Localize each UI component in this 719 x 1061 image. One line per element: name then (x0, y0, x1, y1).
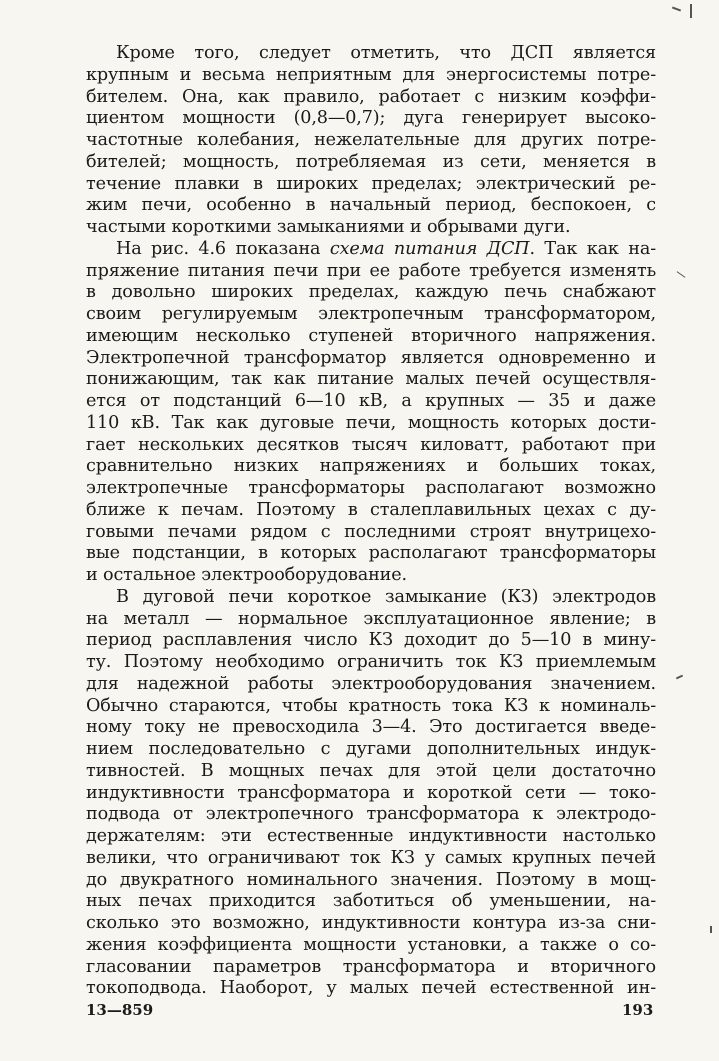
text-line: и остальное электрооборудование. (86, 565, 407, 585)
text-line: нием последовательно с дугами дополнительных индук- (86, 739, 656, 759)
text-line: сравнительно низких напряжениях и больших токах, (86, 456, 656, 477)
paragraph-1 (86, 43, 656, 239)
text-line: ется от подстанций 6—10 кВ, а крупных — 35 и даже (86, 391, 656, 411)
scan-speck (677, 271, 686, 278)
text-line: В дуговой печи короткое замыкание (КЗ) электродов (116, 586, 656, 607)
text-line: гласовании параметров трансформатора и вторичного (86, 956, 656, 977)
text-line: Обычно стараются, чтобы кратность тока КЗ к номиналь- (86, 695, 656, 716)
text-line: течение плавки в широких пределах; электрический ре- (86, 173, 656, 194)
text-line: бителем. Она, как правило, работает с низким коэффи- (86, 86, 656, 107)
text-line: вые подстанции, в которых располагают трансформаторы (86, 543, 656, 564)
text-line: имеющим несколько ступеней вторичного напряжения. (86, 325, 656, 346)
text-line: говыми печами рядом с последними строят внутрицехо- (86, 521, 656, 542)
scan-speck (676, 675, 683, 680)
text-line: для надежной работы электрооборудования значением. (86, 673, 656, 694)
text-line: держателям: эти естественные индуктивности настолько (86, 826, 656, 846)
text-line: велики, что ограничивают ток КЗ у самых крупных печей (86, 847, 656, 868)
text-line: индуктивности трансформатора и короткой сети — токо- (86, 782, 656, 803)
text-line: понижающим, так как питание малых печей осуществля- (86, 369, 656, 390)
page-body (86, 43, 656, 1000)
text-line: гает нескольких десятков тысяч киловатт, работают при (86, 434, 656, 455)
text-line: частотные колебания, нежелательные для других потре- (86, 130, 656, 150)
scan-speck (672, 7, 681, 12)
text-line: сколько это возможно, индуктивности контура из-за сни- (86, 913, 656, 933)
text-line: ближе к печам. Поэтому в сталеплавильных цехах с ду- (86, 499, 656, 520)
text-line: ных печах приходится заботиться об уменьшении, на- (86, 891, 656, 912)
text-line: подвода от электропечного трансформатора к электродо- (86, 804, 656, 825)
scan-speck (690, 4, 692, 18)
text-line: токоподвода. Наоборот, у малых печей естественной ин- (86, 978, 656, 999)
text-line: ту. Поэтому необходимо ограничить ток КЗ приемлемым (86, 652, 656, 672)
paragraph-2 (86, 239, 656, 587)
text-line: до двукратного номинального значения. Поэтому в мощ- (86, 869, 656, 890)
text-line: ному току не превосходила 3—4. Это достигается введе- (86, 717, 656, 738)
text-line: Электропечной трансформатор является одновременно и (86, 347, 656, 368)
scan-speck (710, 926, 712, 933)
text-line: циентом мощности (0,8—0,7); дуга генерирует высоко- (86, 108, 656, 129)
text-line: электропечные трансформаторы располагают возможно (86, 478, 656, 498)
printer-signature: 13—859 (86, 1001, 154, 1019)
text-line-with-italic: На рис. 4.6 показана схема питания ДСП. Так как на- (116, 238, 656, 259)
text-line: бителей; мощность, потребляемая из сети, меняется в (86, 151, 656, 172)
text-line: частыми короткими замыканиями и обрывами дуги. (86, 217, 571, 237)
text-line: своим регулируемым электропечным трансформатором, (86, 304, 656, 324)
text-line: на металл — нормальное эксплуатационное явление; в (86, 608, 656, 629)
text-line: в довольно широких пределах, каждую печь снабжают (86, 282, 656, 303)
text-line: Кроме того, следует отметить, что ДСП является (116, 43, 656, 63)
italic-term: схема питания ДСП (329, 238, 530, 259)
text-line: жения коэффициента мощности установки, а также о со- (86, 934, 656, 955)
text-line: пряжение питания печи при ее работе требуется изменять (86, 260, 656, 281)
text-line: крупным и весьма неприятным для энергосистемы потре- (86, 64, 656, 85)
text-line: тивностей. В мощных печах для этой цели достаточно (86, 760, 656, 781)
text-line: 110 кВ. Так как дуговые печи, мощность которых дости- (86, 412, 656, 433)
paragraph-3 (86, 587, 656, 1000)
text-line: жим печи, особенно в начальный период, беспокоен, с (86, 195, 656, 216)
text-line: период расплавления число КЗ доходит до 5—10 в мину- (86, 630, 656, 651)
page-number: 193 (622, 1001, 654, 1019)
